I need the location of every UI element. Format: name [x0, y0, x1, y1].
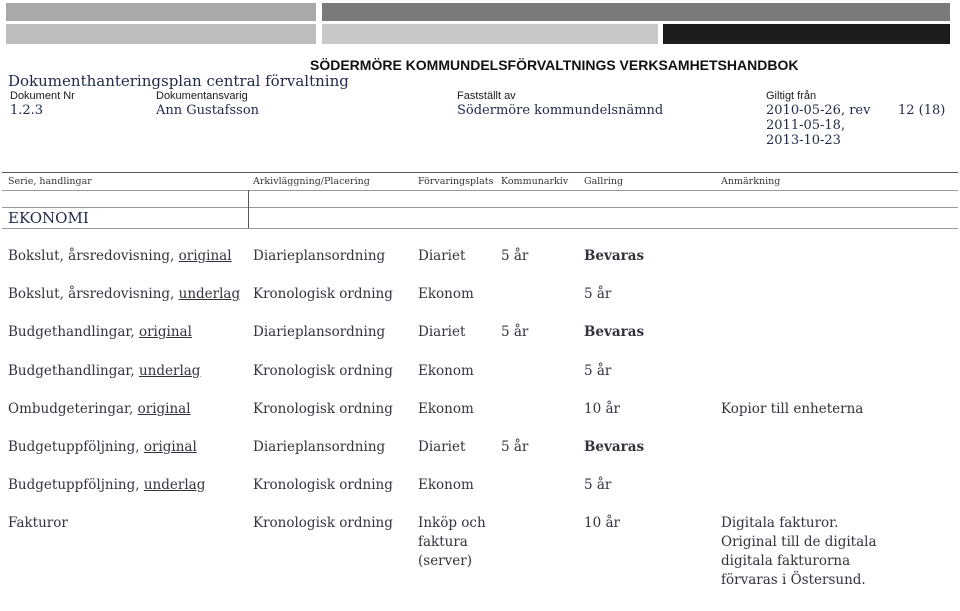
placering-cell: Kronologisk ordning	[253, 401, 393, 417]
anmarkning-cell: Digitala fakturor.	[721, 515, 839, 531]
serie-label: Budgethandlingar,	[8, 324, 139, 340]
value-doc-nr: 1.2.3	[10, 103, 44, 118]
placering-cell: Diarieplansordning	[253, 248, 386, 264]
serie-variant: underlag	[138, 363, 201, 379]
placering-cell: Kronologisk ordning	[253, 515, 393, 531]
label-responsible: Dokumentansvarig	[156, 90, 248, 102]
gallring-cell: Bevaras	[584, 248, 645, 264]
value-valid-from-2: 2011-05-18,	[766, 118, 846, 133]
plats-cell: Inköp och	[418, 515, 486, 531]
serie-cell	[8, 401, 191, 417]
serie-variant: original	[143, 439, 197, 455]
label-valid-from: Giltigt från	[766, 90, 817, 102]
gallring-cell: Bevaras	[584, 324, 645, 340]
plats-cell: Diariet	[418, 248, 466, 264]
serie-variant: original	[138, 324, 192, 340]
table-top-border	[2, 172, 958, 173]
serie-label: Bokslut, årsredovisning,	[8, 248, 179, 264]
serie-label: Budgetuppföljning,	[8, 477, 144, 493]
kommunarkiv-cell: 5 år	[501, 439, 529, 455]
colhead-bottom-border	[2, 190, 958, 191]
serie-label: Fakturor	[8, 515, 68, 531]
gallring-cell: Bevaras	[584, 439, 645, 455]
col-header-gallring: Gallring	[584, 176, 624, 187]
plats-cell: Diariet	[418, 439, 466, 455]
top-bar-left-lower	[6, 24, 316, 44]
serie-cell	[8, 477, 205, 493]
label-approved-by: Fastställt av	[457, 90, 516, 102]
plats-cell: Ekonom	[418, 286, 474, 302]
col-header-serie: Serie, handlingar	[8, 176, 92, 187]
top-bar-right-dark	[663, 24, 950, 44]
serie-cell	[8, 515, 68, 531]
doc-title: Dokumenthanteringsplan central förvaltning	[8, 72, 349, 90]
serie-variant: underlag	[143, 477, 206, 493]
placering-cell: Kronologisk ordning	[253, 286, 393, 302]
gallring-cell: 10 år	[584, 401, 620, 417]
gallring-cell: 5 år	[584, 286, 612, 302]
plats-cell: Ekonom	[418, 477, 474, 493]
col-divider-1	[248, 190, 249, 228]
top-bar-left	[6, 3, 316, 21]
plats-cell: (server)	[418, 553, 472, 569]
col-header-placering: Arkivläggning/Placering	[253, 176, 370, 187]
serie-label: Bokslut, årsredovisning,	[8, 286, 179, 302]
anmarkning-cell: Kopior till enheterna	[721, 401, 864, 417]
page-number: 12 (18)	[898, 103, 946, 118]
top-bar-right	[322, 3, 950, 21]
col-header-kommunarkiv: Kommunarkiv	[501, 176, 569, 187]
gallring-cell: 5 år	[584, 477, 612, 493]
top-bar-right-light	[322, 24, 658, 44]
serie-variant: underlag	[178, 286, 241, 302]
plats-cell: faktura	[418, 534, 468, 550]
placering-cell: Kronologisk ordning	[253, 477, 393, 493]
anmarkning-cell: Original till de digitala	[721, 534, 877, 550]
section-bottom-border	[2, 228, 958, 229]
placering-cell: Diarieplansordning	[253, 439, 386, 455]
serie-label: Budgetuppföljning,	[8, 439, 144, 455]
org-title: SÖDERMÖRE KOMMUNDELSFÖRVALTNINGS VERKSAMHETSHANDBOK	[310, 57, 799, 73]
col-header-plats: Förvaringsplats	[418, 176, 494, 187]
gallring-cell: 10 år	[584, 515, 620, 531]
serie-label: Ombudgeteringar,	[8, 401, 138, 417]
anmarkning-cell: förvaras i Östersund.	[721, 572, 866, 588]
anmarkning-cell: digitala fakturorna	[721, 553, 851, 569]
value-responsible: Ann Gustafsson	[156, 103, 260, 118]
serie-variant: original	[137, 401, 191, 417]
value-valid-from-1: 2010-05-26, rev	[766, 103, 871, 118]
plats-cell: Ekonom	[418, 401, 474, 417]
placering-cell: Diarieplansordning	[253, 324, 386, 340]
label-doc-nr: Dokument Nr	[10, 90, 75, 102]
placering-cell: Kronologisk ordning	[253, 363, 393, 379]
plats-cell: Ekonom	[418, 363, 474, 379]
value-valid-from-3: 2013-10-23	[766, 133, 841, 148]
section-title-ekonomi: EKONOMI	[8, 209, 89, 227]
serie-cell	[8, 286, 240, 302]
plats-cell: Diariet	[418, 324, 466, 340]
serie-variant: original	[178, 248, 232, 264]
gallring-cell: 5 år	[584, 363, 612, 379]
serie-label: Budgethandlingar,	[8, 363, 139, 379]
value-approved-by: Södermöre kommundelsnämnd	[457, 103, 664, 118]
serie-cell	[8, 324, 192, 340]
serie-cell	[8, 363, 200, 379]
kommunarkiv-cell: 5 år	[501, 248, 529, 264]
col-header-anmarkning: Anmärkning	[721, 176, 781, 187]
serie-cell	[8, 248, 232, 264]
serie-cell	[8, 439, 197, 455]
kommunarkiv-cell: 5 år	[501, 324, 529, 340]
spacer-bottom-border	[2, 207, 958, 208]
